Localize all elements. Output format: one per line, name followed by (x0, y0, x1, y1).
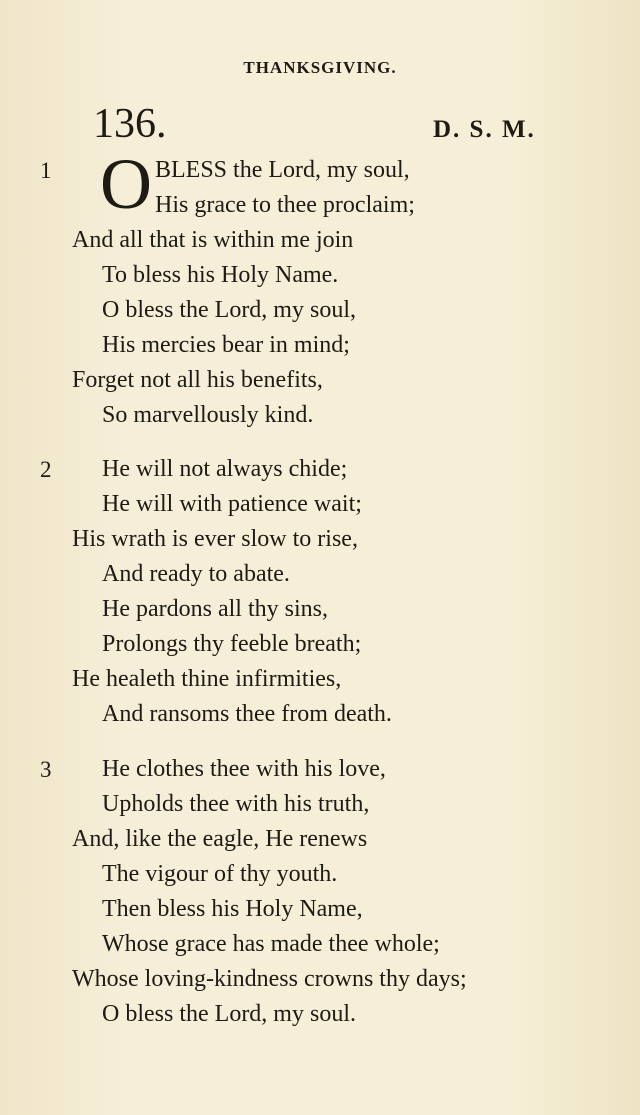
stanza-2-line-2: He will with patience wait; (102, 491, 362, 517)
stanza-3-line-3: And, like the eagle, He renews (72, 826, 368, 852)
stanza-3-line-8: O bless the Lord, my soul. (102, 1001, 356, 1027)
hymn-number: 136. (93, 101, 167, 147)
stanza-3-line-1: He clothes thee with his love, (102, 756, 386, 782)
stanza-3-line-6: Whose grace has made thee whole; (102, 931, 440, 957)
stanza-1-line-5: O bless the Lord, my soul, (102, 297, 356, 323)
stanza-1-line-6: His mercies bear in mind; (102, 332, 350, 358)
hymn-meter: D. S. M. (433, 116, 536, 143)
stanza-2-line-4: And ready to abate. (102, 561, 290, 587)
stanza-1-line-8: So marvellously kind. (102, 402, 314, 428)
stanza-1-line-2: His grace to thee proclaim; (155, 192, 415, 218)
stanza-number-3: 3 (40, 757, 52, 782)
stanza-2-line-1: He will not always chide; (102, 456, 348, 482)
stanza-1-line-3: And all that is within me join (72, 227, 354, 253)
running-title: THANKSGIVING. (243, 58, 397, 77)
stanza-3-line-4: The vigour of thy youth. (102, 861, 338, 887)
stanza-3-line-2: Upholds thee with his truth, (102, 791, 370, 817)
stanza-2-line-7: He healeth thine infirmities, (72, 666, 342, 692)
stanza-1-line-7: Forget not all his benefits, (72, 367, 323, 393)
stanza-2-line-5: He pardons all thy sins, (102, 596, 328, 622)
stanza-number-1: 1 (40, 158, 52, 183)
stanza-1-line-4: To bless his Holy Name. (102, 262, 339, 288)
stanza-2-line-3: His wrath is ever slow to rise, (72, 526, 358, 552)
stanza-number-2: 2 (40, 457, 52, 482)
drop-cap: O (100, 144, 152, 224)
stanza-2-line-6: Prolongs thy feeble breath; (102, 631, 362, 657)
stanza-3-line-7: Whose loving-kindness crowns thy days; (72, 966, 467, 992)
stanza-3-line-5: Then bless his Holy Name, (102, 896, 363, 922)
stanza-1-line-1: BLESS the Lord, my soul, (155, 157, 410, 183)
stanza-2-line-8: And ransoms thee from death. (102, 701, 392, 727)
